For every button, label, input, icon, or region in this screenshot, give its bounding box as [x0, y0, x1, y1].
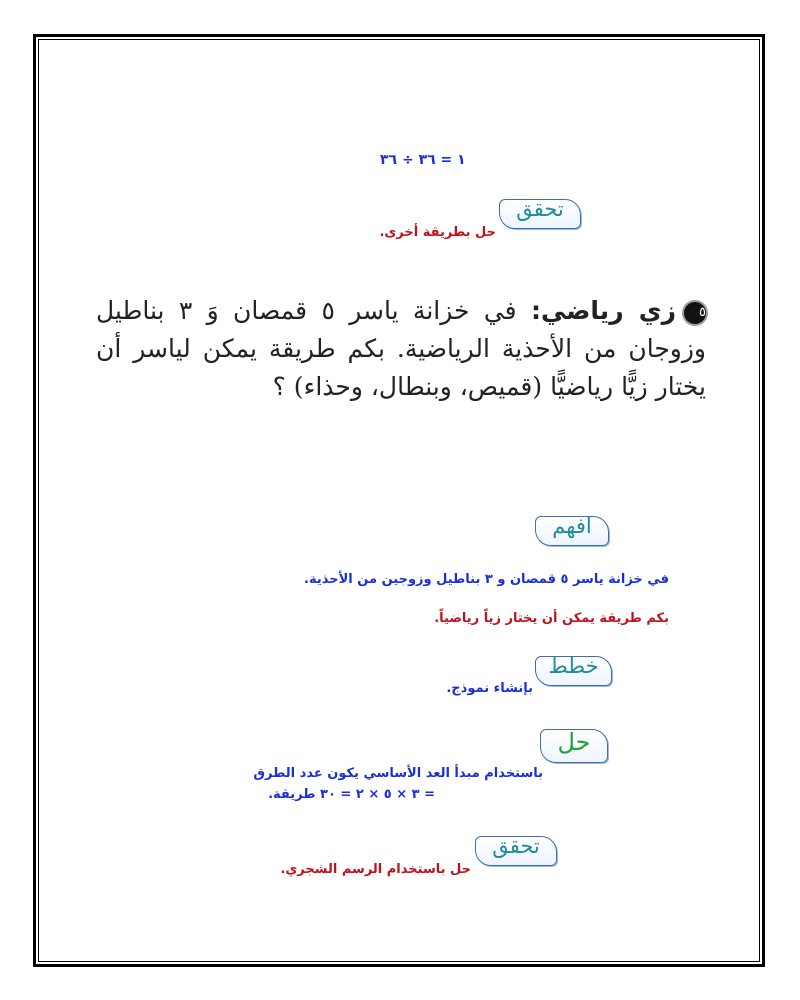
- solve-badge: [540, 729, 608, 763]
- check-badge-2-label: تحقق: [492, 834, 540, 858]
- understand-badge-text: افهم: [552, 514, 592, 538]
- solve-line-2: = ٣ × ٥ × ٢ = ٣٠ طريقة.: [268, 787, 435, 802]
- plan-badge: [535, 656, 612, 686]
- check-badge-2: [475, 836, 557, 866]
- check-1-text: حل بطريقة أخرى.: [379, 225, 496, 240]
- check-badge-1-label: تحقق: [516, 197, 564, 221]
- understand-badge-label: [536, 514, 608, 538]
- equation-line: ١ = ٣٦ ÷ ٣٦: [380, 152, 466, 168]
- plan-badge-label: خطط: [548, 654, 599, 678]
- understand-line-1: في خزانة ياسر ٥ قمصان و ٣ بناطيل وزوجين من الأحذية.: [304, 572, 669, 587]
- understand-line-2: بكم طريقة يمكن أن يختار زياً رياضياً.: [434, 611, 669, 626]
- problem-number: ٥: [684, 302, 706, 324]
- page-border-inner: [38, 39, 760, 962]
- solve-badge-label: حل: [557, 728, 591, 756]
- check-badge-1: [499, 199, 581, 229]
- problem-statement: [96, 292, 706, 406]
- understand-badge: [535, 516, 609, 546]
- problem-lead: زي رياضي:: [530, 296, 676, 325]
- problem-text: في خزانة ياسر ٥ قمصان وَ ٣ بناطيل وزوجان من الأحذية الرياضية. بكم طريقة يمكن لياسر أن يختار زيًّا رياضيًّا (قميص، وبنطال، وحذاء) ؟: [96, 296, 706, 401]
- plan-text: بإنشاء نموذج.: [446, 681, 533, 696]
- solve-line-1: باستخدام مبدأ العد الأساسي يكون عدد الطرق: [253, 766, 543, 781]
- check-2-text: حل باستخدام الرسم الشجري.: [280, 862, 471, 877]
